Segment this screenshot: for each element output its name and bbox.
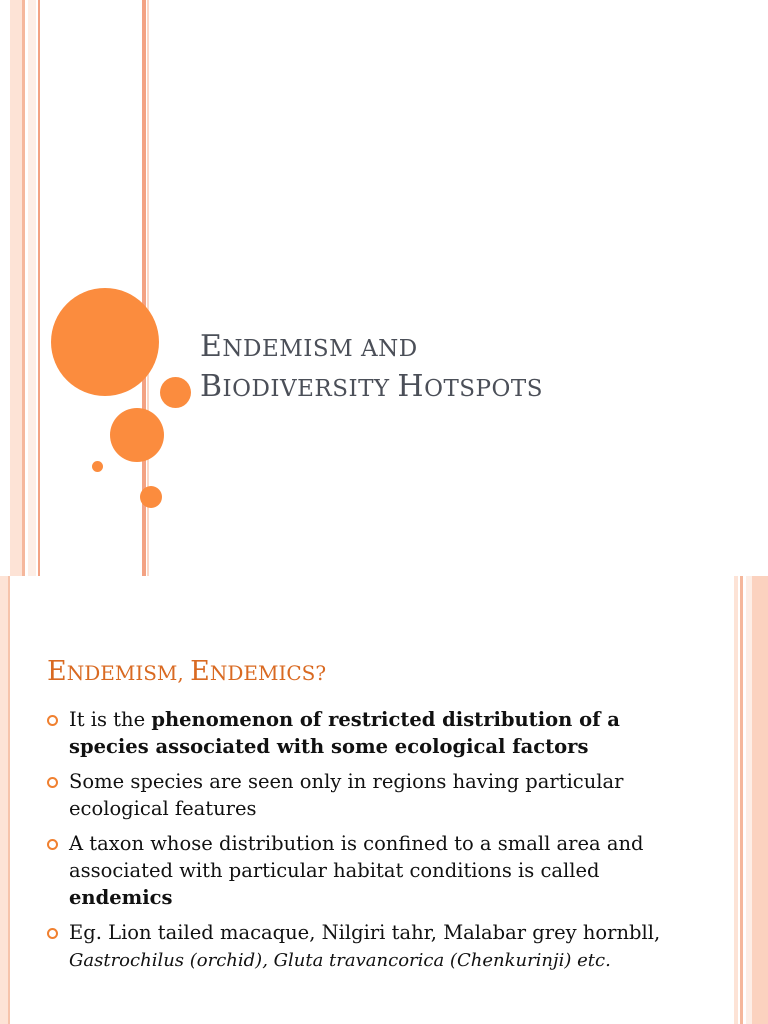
- decorative-circle-medium: [110, 408, 164, 462]
- bullet-circle-icon: [47, 715, 58, 726]
- stripe: [752, 576, 768, 1024]
- slide-title: ENDEMISM, ENDEMICS?: [47, 656, 327, 687]
- title-line-2: BIODIVERSITY HOTSPOTS: [200, 369, 543, 404]
- list-item: A taxon whose distribution is confined to a small area and associated with particular habitat conditions is called endemics: [47, 830, 687, 911]
- stripe: [22, 0, 25, 576]
- stripe: [740, 576, 743, 1024]
- content-slide: [0, 576, 768, 1024]
- stripe: [10, 0, 22, 576]
- bullet-circle-icon: [47, 839, 58, 850]
- stripe: [734, 576, 738, 1024]
- stripe: [8, 576, 10, 1024]
- list-item: Eg. Lion tailed macaque, Nilgiri tahr, Malabar grey hornbll, Gastrochilus (orchid), Gluta travancorica (Chenkurinji) etc.: [47, 919, 687, 974]
- list-item: It is the phenomenon of restricted distribution of a species associated with some ecological factors: [47, 706, 687, 760]
- list-item: Some species are seen only in regions having particular ecological features: [47, 768, 687, 822]
- stripe: [0, 576, 8, 1024]
- decorative-circle-small: [140, 486, 162, 508]
- slide-title: [200, 328, 543, 408]
- decorative-circle-large: [51, 288, 159, 396]
- decorative-circle-tiny: [92, 461, 103, 472]
- decorative-circle-small: [160, 377, 191, 408]
- stripe: [28, 0, 36, 576]
- bullet-circle-icon: [47, 777, 58, 788]
- title-line-1: ENDEMISM AND: [200, 329, 418, 364]
- bullet-circle-icon: [47, 928, 58, 939]
- bullet-list: [47, 706, 687, 982]
- stripe: [38, 0, 40, 576]
